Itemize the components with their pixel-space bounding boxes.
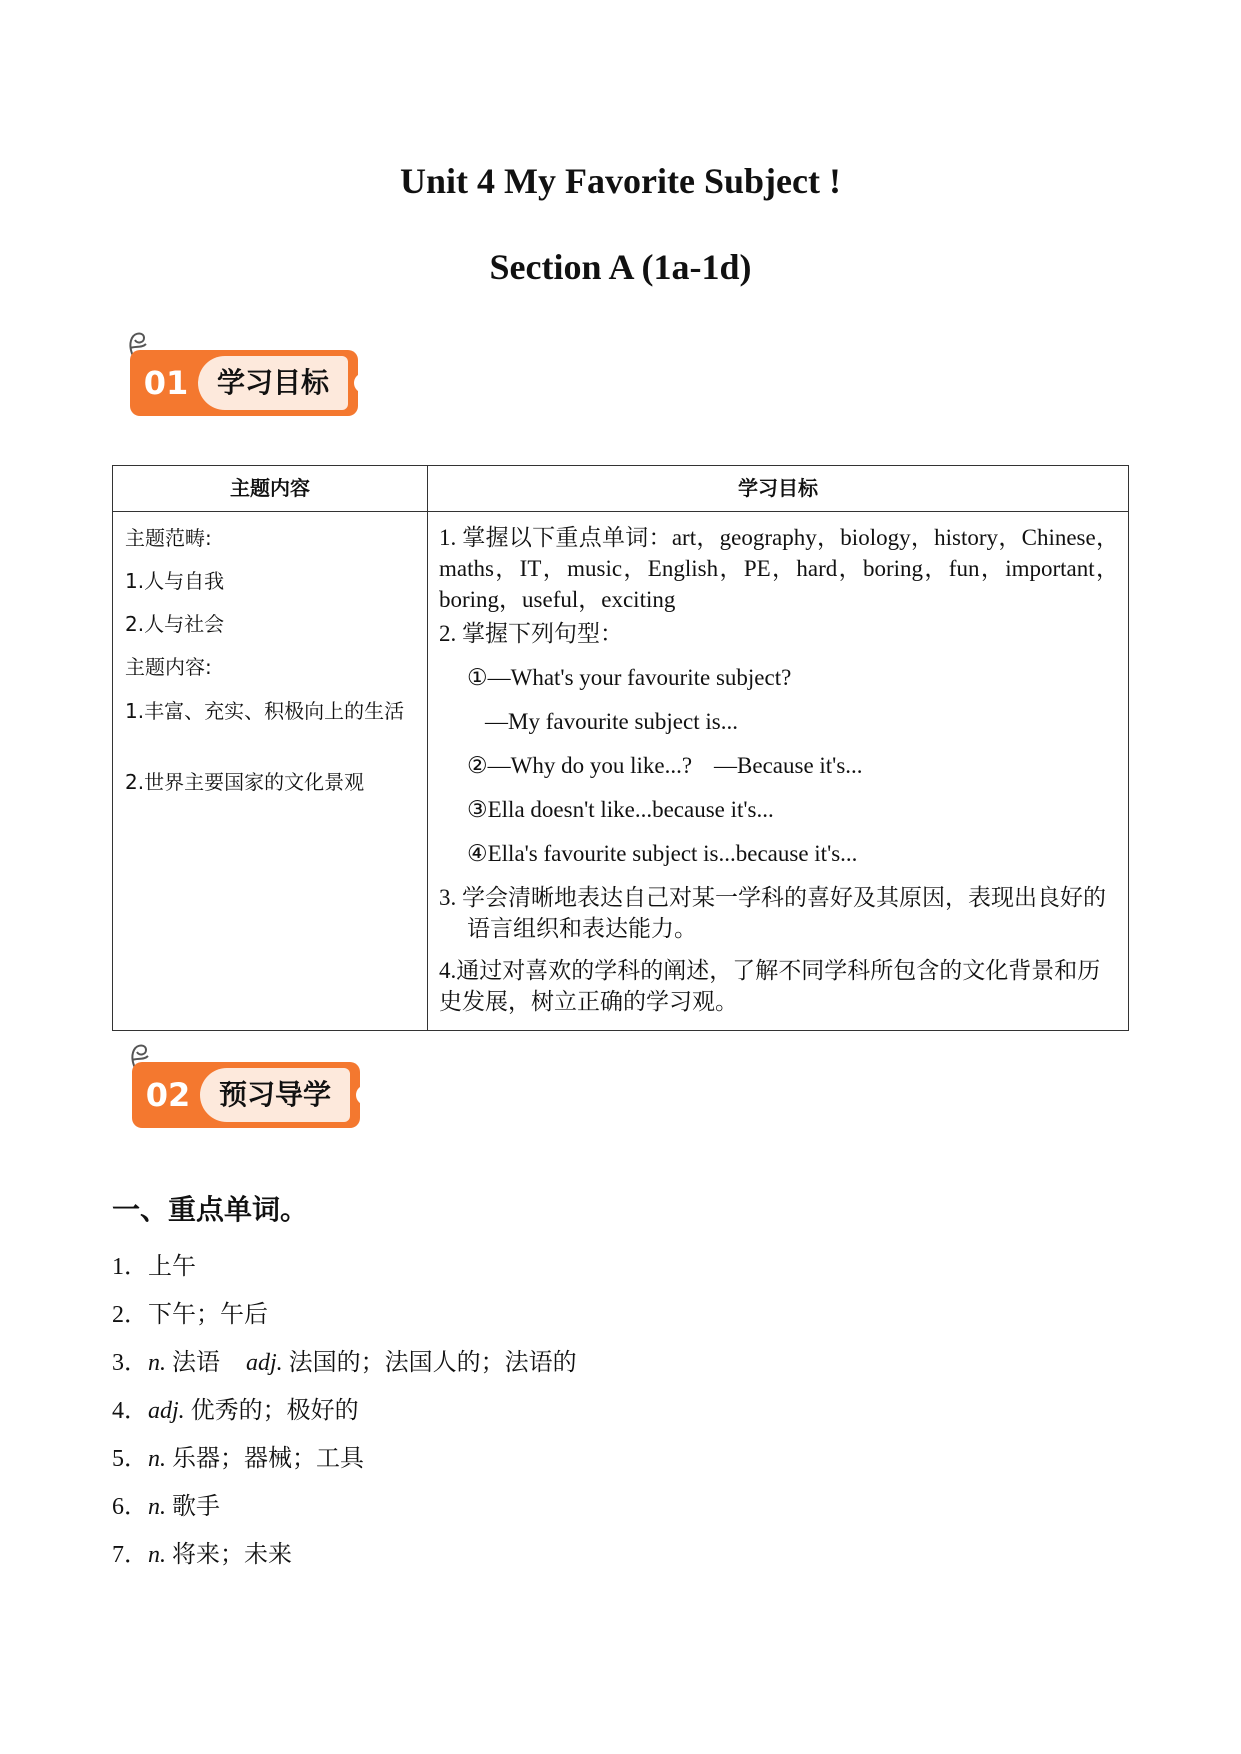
keyword-number: 2． [112, 1302, 148, 1328]
section-badge-preview [124, 1040, 364, 1130]
keyword-number: 1． [112, 1254, 148, 1280]
keyword-pos: n. [148, 1494, 166, 1520]
keyword-item [112, 1246, 196, 1281]
keyword-pos: adj. [246, 1350, 283, 1376]
keyword-item [112, 1294, 268, 1329]
goal-sentence-patterns: 2. 掌握下列句型： [439, 621, 623, 646]
keyword-definition: 优秀的；极好的 [190, 1398, 359, 1424]
topic-category-item: 1.人与自我 [125, 569, 225, 593]
keyword-item [112, 1438, 364, 1473]
section-number: 02 [145, 1076, 191, 1114]
keyword-pos: n. [148, 1446, 166, 1472]
keyword-definition: 法语 [172, 1350, 220, 1376]
keyword-number: 5． [112, 1446, 148, 1472]
keyword-number: 4． [112, 1398, 148, 1424]
sentence-pattern-2-answer: —Because it's... [714, 753, 863, 778]
keyword-number: 3． [112, 1350, 148, 1376]
keyword-definition: 歌手 [172, 1494, 220, 1520]
topic-content-item: 1.丰富、充实、积极向上的生活 [125, 699, 405, 723]
keyword-item [112, 1342, 577, 1377]
topic-content-item: 2.世界主要国家的文化景观 [125, 770, 365, 794]
keyword-definition: 法国的；法国人的；法语的 [288, 1350, 577, 1376]
keyword-pos: n. [148, 1542, 166, 1568]
goal-vocabulary: 1. 掌握以下重点单词：art，geography，biology，history，Chinese，maths，IT，music，English，PE，hard，boring，fun，important，boring，useful，exciting [439, 525, 1119, 612]
sentence-pattern-1-answer: —My favourite subject is... [485, 709, 738, 734]
keyword-definition: 将来；未来 [172, 1542, 292, 1568]
keyword-definition: 下午；午后 [148, 1302, 268, 1328]
key-words-heading: 一、重点单词。 [112, 1193, 309, 1226]
sentence-pattern-2-question: ②—Why do you like...? [467, 753, 693, 778]
goal-expression: 3. 学会清晰地表达自己对某一学科的喜好及其原因，表现出良好的语言组织和表达能力。 [439, 885, 1106, 941]
table-header-topic: 主题内容 [230, 476, 310, 500]
keyword-definition: 乐器；器械；工具 [172, 1446, 364, 1472]
table-divider-vertical [427, 466, 428, 1030]
keyword-item [112, 1390, 359, 1425]
keyword-item [112, 1486, 220, 1521]
topic-category-item: 2.人与社会 [125, 612, 225, 636]
keyword-number: 6． [112, 1494, 148, 1520]
sentence-pattern-2 [467, 750, 1147, 781]
sentence-pattern-1: ①—What's your favourite subject? [467, 665, 792, 690]
keyword-definition: 上午 [148, 1254, 196, 1280]
topic-category-label: 主题范畴: [125, 526, 212, 550]
keyword-pos: adj. [148, 1398, 185, 1424]
goal-culture: 4.通过对喜欢的学科的阐述，了解不同学科所包含的文化背景和历史发展，树立正确的学习观。 [439, 958, 1101, 1014]
section-label: 学习目标 [198, 356, 348, 410]
keyword-pos: n. [148, 1350, 166, 1376]
sentence-pattern-4: ④Ella's favourite subject is...because it's... [467, 841, 858, 866]
document-title: Unit 4 My Favorite Subject ! [400, 161, 841, 201]
section-label: 预习导学 [200, 1068, 350, 1122]
table-header-goals: 学习目标 [738, 476, 818, 500]
keyword-number: 7． [112, 1542, 148, 1568]
keyword-item [112, 1534, 292, 1569]
table-divider-horizontal [113, 511, 1128, 512]
document-subtitle: Section A (1a-1d) [489, 247, 752, 287]
sentence-pattern-3: ③Ella doesn't like...because it's... [467, 797, 774, 822]
section-number: 01 [143, 364, 189, 402]
learning-goals-table [112, 465, 1129, 1031]
topic-content-label: 主题内容: [125, 655, 212, 679]
section-badge-goals [122, 328, 362, 418]
